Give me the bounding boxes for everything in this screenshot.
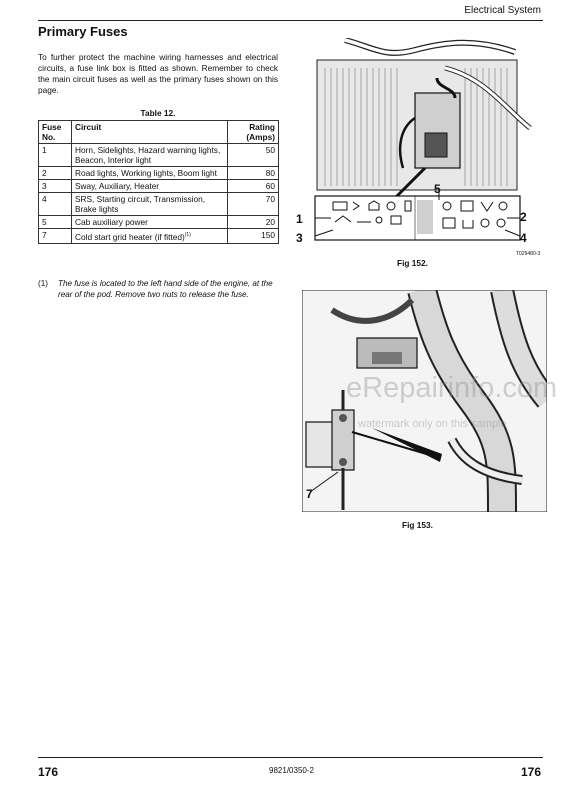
table-row: [39, 216, 279, 229]
fig-152-callout-1: 1: [296, 212, 303, 226]
fig-152-caption: Fig 152.: [397, 258, 428, 268]
table-header-row: [39, 121, 279, 144]
fig-152-callout-3: 3: [296, 231, 303, 245]
fuse-no: 3: [39, 180, 72, 193]
fuse-rating: 50: [228, 144, 279, 167]
fuse-circuit: Sway, Auxiliary, Heater: [72, 180, 228, 193]
footnote-ref: (1): [184, 232, 191, 238]
footer-rule: [38, 757, 543, 758]
footnote-mark: (1): [38, 279, 48, 288]
fuse-no: 7: [39, 229, 72, 244]
page-number-right: 176: [520, 765, 541, 779]
fuse-circuit: Horn, Sidelights, Hazard warning lights, Beacon, Interior light: [72, 144, 228, 167]
fuse-rating: 150: [228, 229, 279, 244]
fuse-circuit: [72, 229, 228, 244]
page-number-left: 176: [38, 765, 59, 779]
fig-152-callout-2: 2: [520, 210, 527, 224]
fig-152-callout-4: 4: [520, 231, 527, 245]
fuse-circuit: Road lights, Working lights, Boom light: [72, 167, 228, 180]
table-row: [39, 229, 279, 244]
fuse-rating: 20: [228, 216, 279, 229]
table-row: [39, 180, 279, 193]
section-label: Electrical System: [464, 5, 541, 16]
fuse-no: 5: [39, 216, 72, 229]
footnote: [38, 278, 279, 300]
header-fuse-no: Fuse No.: [39, 121, 72, 144]
watermark-logo: eRepairinfo.com: [346, 372, 558, 404]
table-caption: Table 12.: [140, 108, 176, 118]
table-row: [39, 167, 279, 180]
header-circuit: Circuit: [72, 121, 228, 144]
fig-153-caption: Fig 153.: [402, 520, 433, 530]
fuse-rating: 70: [228, 193, 279, 216]
fuse-circuit: Cab auxiliary power: [72, 216, 228, 229]
footnote-text: The fuse is located to the left hand side of the engine, at the rear of the pod. Remove two nuts to release the fuse.: [58, 279, 273, 299]
table-row: [39, 193, 279, 216]
page-title: Primary Fuses: [38, 24, 128, 39]
fig-152-ref: T029480-3: [516, 251, 541, 257]
fig-152-illustration: [305, 38, 543, 250]
fig-152-drawing: [305, 38, 543, 250]
fuse-rating: 80: [228, 167, 279, 180]
fig-152-callout-5: 5: [434, 182, 441, 196]
intro-paragraph: To further protect the machine wiring harnesses and electrical circuits, a fuse link box is fitted as shown. Remember to check the main circuit fuses as well as the primary fuses shown on this page.: [38, 52, 278, 95]
header-rule: [38, 20, 543, 21]
header-rating: Rating (Amps): [228, 121, 279, 144]
fuse-no: 1: [39, 144, 72, 167]
watermark-text: watermark only on this sample: [358, 418, 507, 430]
fuse-rating: 60: [228, 180, 279, 193]
fig-153-callout-7: 7: [306, 487, 313, 501]
document-code: 9821/0350-2: [269, 766, 314, 775]
fuse-table: [38, 120, 279, 244]
fuse-no: 2: [39, 167, 72, 180]
table-row: [39, 144, 279, 167]
fuse-circuit: SRS, Starting circuit, Transmission, Brake lights: [72, 193, 228, 216]
fuse-no: 4: [39, 193, 72, 216]
fuse-circuit-text: Cold start grid heater (if fitted): [75, 231, 185, 242]
